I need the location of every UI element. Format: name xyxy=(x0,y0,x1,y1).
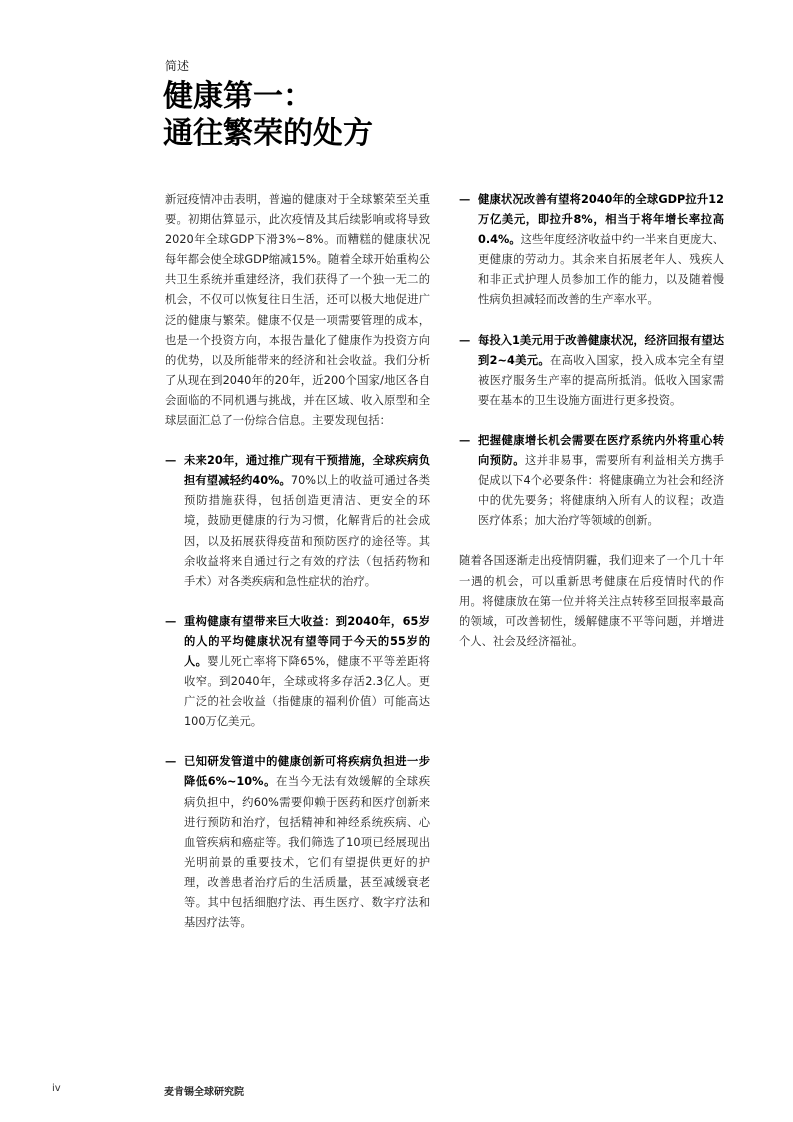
finding-text: 在当今无法有效缓解的全球疾病负担中，约60%需要仰赖于医药和医疗创新来进行预防和治疗，包括精神和神经系统疾病、心血管疾病和癌症等。我们筛选了10项已经展现出光明前景的重要技术，它们有望提供更好的护理，改善患者治疗后的生活质量，甚至减缓衰老等。其中包括细胞疗法、再生医疗、数字疗法和基因疗法等。 xyxy=(184,775,430,930)
finding-text: 这些年度经济收益中约一半来自更庞大、更健康的劳动力。其余来自拓展老年人、残疾人和非正式护理人员参加工作的能力，以及随着慢性病负担减轻而改善的生产率水平。 xyxy=(478,233,724,307)
dash-icon: — xyxy=(459,333,471,347)
dash-icon: — xyxy=(165,755,177,769)
finding-text: 70%以上的收益可通过各类预防措施获得，包括创造更清洁、更安全的环境，鼓励更健康的行为习惯，化解背后的社会成因，以及拓展获得疫苗和预防医疗的途径等。其余收益将来自通过行之有效的疗法（包括药物和手术）对各类疾病和急性症状的治疗。 xyxy=(184,474,430,588)
title-line-1: 健康第一： xyxy=(163,79,313,114)
dash-icon: — xyxy=(459,193,471,206)
finding-headline: 把握健康增长机会需要在医疗系统内外将重心转向预防。 xyxy=(478,433,724,468)
finding-item xyxy=(165,451,430,592)
publisher-name: 麦肯锡全球研究院 xyxy=(164,1087,244,1098)
finding-item xyxy=(459,431,724,531)
finding-item xyxy=(165,612,430,733)
finding-headline: 重构健康有望带来巨大收益：到2040年，65岁的人的平均健康状况有望等同于今天的55岁的人。 xyxy=(184,614,430,668)
right-column xyxy=(459,190,724,672)
finding-headline: 已知研发管道中的健康创新可将疾病负担进一步降低6%~10%。 xyxy=(184,755,430,789)
finding-text: 这并非易事，需要所有利益相关方携手促成以下4个必要条件：将健康确立为社会和经济中的优先要务；将健康纳入所有人的议程；改造医疗体系；加大治疗等领域的创新。 xyxy=(478,454,724,528)
closing-paragraph: 随着各国逐渐走出疫情阴霾，我们迎来了一个几十年一遇的机会，可以重新思考健康在后疫情时代的作用。将健康放在第一位并将关注点转移至回报率最高的领域，可改善韧性，缓解健康不平等问题，并增进个人、社会及经济福祉。 xyxy=(459,554,724,648)
dash-icon: — xyxy=(165,454,177,468)
finding-headline: 未来20年，通过推广现有干预措施，全球疾病负担有望减轻约40%。 xyxy=(184,454,430,488)
finding-text: 婴儿死亡率将下降65%，健康不平等差距将收窄。到2040年，全球或将多存活2.3亿人。更广泛的社会收益（指健康的福利价值）可能高达100万亿美元。 xyxy=(184,654,430,729)
finding-item xyxy=(459,190,724,311)
page-title xyxy=(163,78,373,152)
dash-icon: — xyxy=(165,614,177,628)
page-number: iv xyxy=(52,1083,61,1094)
finding-item xyxy=(459,331,724,411)
finding-text: 在高收入国家，投入成本完全有望被医疗服务生产率的提高所抵消。低收入国家需要在基本的卫生设施方面进行更多投资。 xyxy=(478,353,724,407)
dash-icon: — xyxy=(459,433,471,447)
finding-headline: 健康状况改善有望将2040年的全球GDP拉升12万亿美元，即拉升8%，相当于将年增长率拉高0.4%。 xyxy=(478,193,724,247)
section-kicker: 简述 xyxy=(165,59,190,73)
title-line-2: 通往繁荣的处方 xyxy=(163,116,373,151)
finding-item xyxy=(165,752,430,933)
left-column xyxy=(165,190,430,953)
intro-paragraph: 新冠疫情冲击表明，普遍的健康对于全球繁荣至关重要。初期估算显示，此次疫情及其后续影响或将导致2020年全球GDP下滑3%~8%。而糟糕的健康状况每年都会使全球GDP缩减15%。随着全球开始重构公共卫生系统并重建经济，我们获得了一个独一无二的机会，不仅可以恢复往日生活，还可以极大地促进广泛的健康与繁荣。健康不仅是一项需要管理的成本，也是一个投资方向，本报告量化了健康作为投资方向的优势，以及所能带来的经济和社会收益。我们分析了从现在到2040年的20年，近200个国家/地区各自会面临的不同机遇与挑战，并在区域、收入原型和全球层面汇总了一份综合信息。主要发现包括： xyxy=(165,193,430,428)
finding-headline: 每投入1美元用于改善健康状况，经济回报有望达到2~4美元。 xyxy=(478,333,724,367)
